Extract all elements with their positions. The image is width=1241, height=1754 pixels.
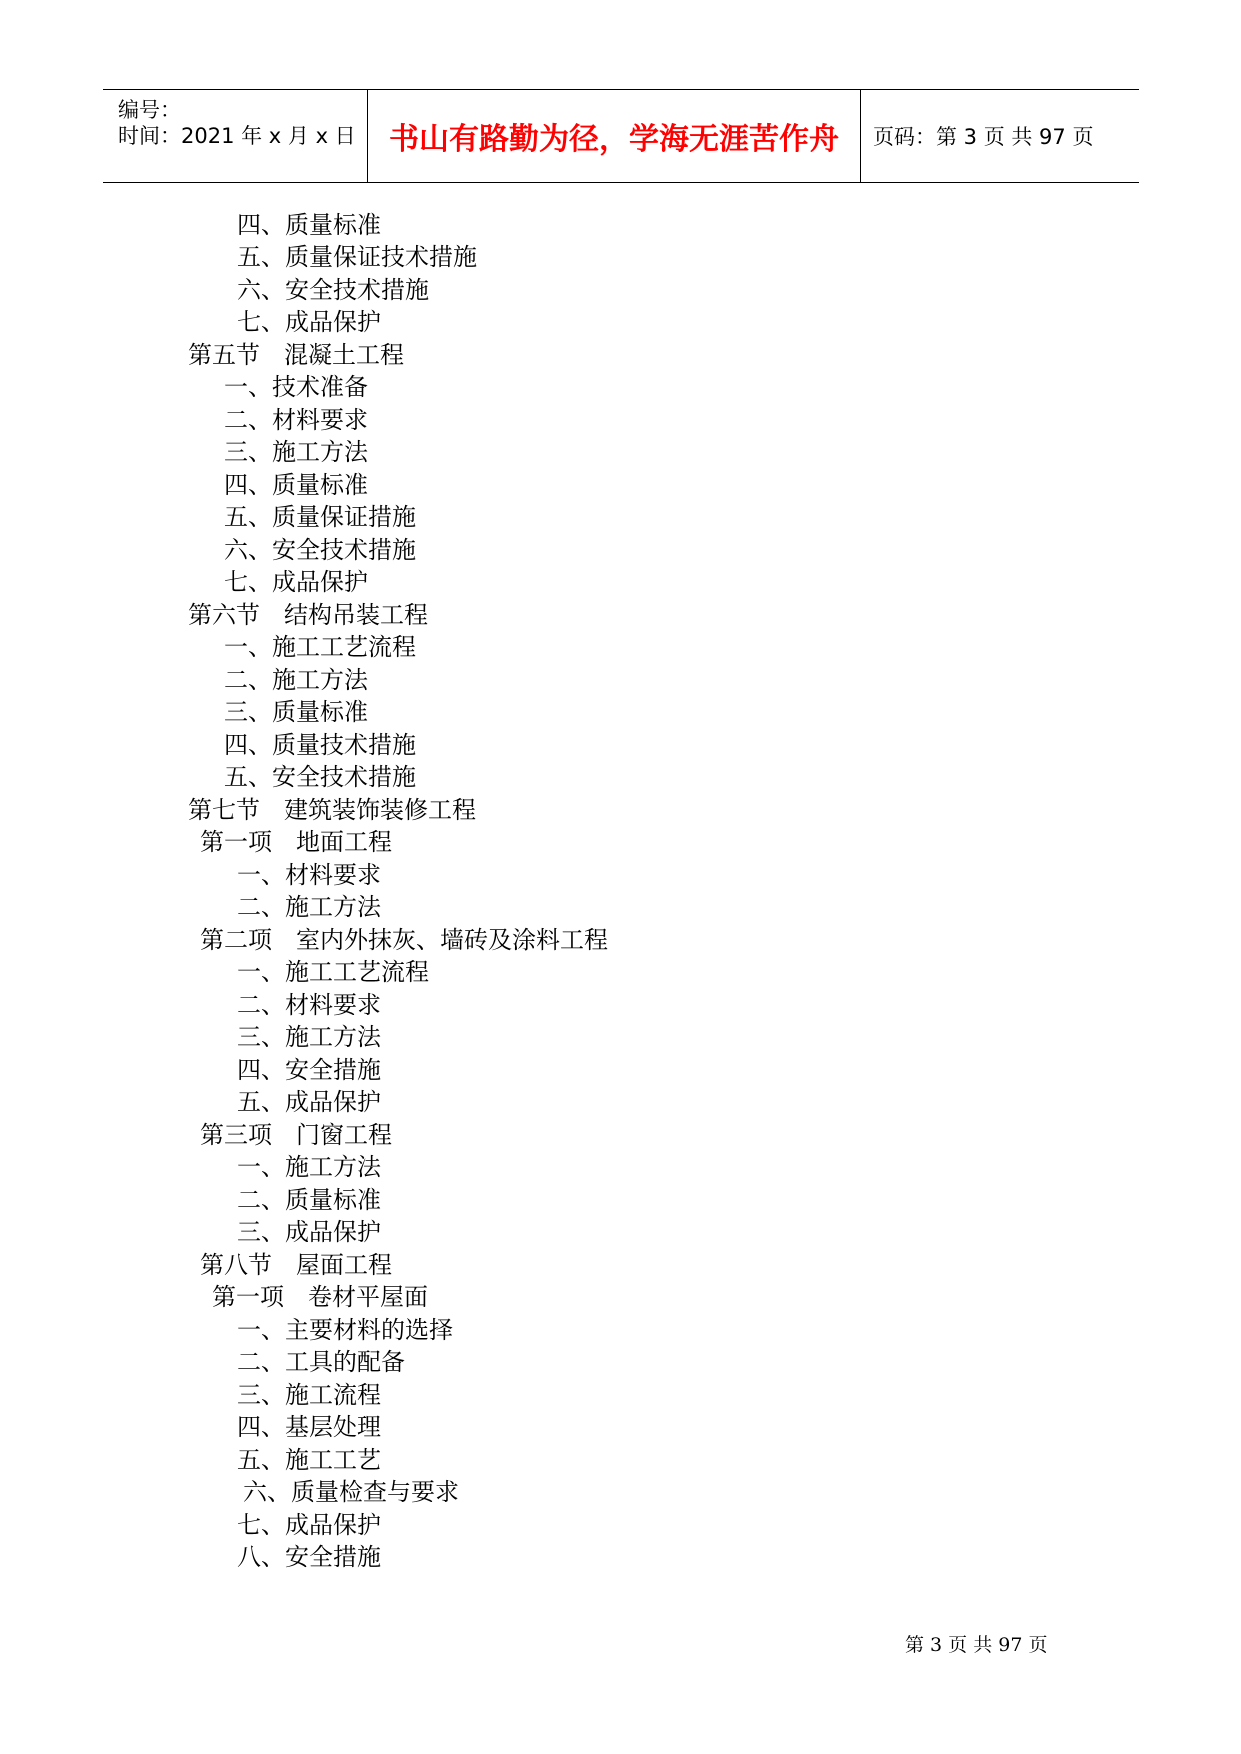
toc-section: 第七节 建筑装饰装修工程 [188, 796, 476, 824]
toc-item: 二、施工方法 [224, 666, 368, 694]
toc-item: 四、质量技术措施 [224, 731, 416, 759]
toc-subsection: 第一项 卷材平屋面 [212, 1283, 428, 1311]
toc-item: 四、基层处理 [237, 1413, 381, 1441]
toc-item: 二、施工方法 [237, 893, 381, 921]
toc-item: 三、施工方法 [224, 438, 368, 466]
toc-item: 六、安全技术措施 [224, 536, 416, 564]
toc-item: 二、工具的配备 [237, 1348, 405, 1376]
toc-subsection: 第二项 室内外抹灰、墙砖及涂料工程 [200, 926, 608, 954]
toc-item: 一、施工工艺流程 [237, 958, 429, 986]
toc-item: 六、质量检查与要求 [243, 1478, 459, 1506]
toc-item: 七、成品保护 [224, 568, 368, 596]
toc-subsection: 第一项 地面工程 [200, 828, 392, 856]
toc-item: 三、质量标准 [224, 698, 368, 726]
toc-item: 五、质量保证措施 [224, 503, 416, 531]
toc-item: 一、技术准备 [224, 373, 368, 401]
number-label: 编号： [118, 98, 181, 122]
toc-item: 四、质量标准 [224, 471, 368, 499]
toc-item: 一、材料要求 [237, 861, 381, 889]
toc-section: 第五节 混凝土工程 [188, 341, 404, 369]
page-header [103, 89, 1139, 183]
toc-item: 三、成品保护 [237, 1218, 381, 1246]
toc-item: 七、成品保护 [237, 308, 381, 336]
toc-item: 一、主要材料的选择 [237, 1316, 453, 1344]
time-label: 时间：2021 年 x 月 x 日 [118, 124, 356, 148]
toc-item: 八、安全措施 [237, 1543, 381, 1571]
toc-item: 二、材料要求 [224, 406, 368, 434]
toc-item: 四、质量标准 [237, 211, 381, 239]
toc-item: 五、施工工艺 [237, 1446, 381, 1474]
toc-item: 二、材料要求 [237, 991, 381, 1019]
page-footer: 第 3 页 共 97 页 [905, 1634, 1048, 1656]
toc-item: 一、施工方法 [237, 1153, 381, 1181]
toc-item: 七、成品保护 [237, 1511, 381, 1539]
header-page-label: 页码：第 3 页 共 97 页 [873, 125, 1094, 149]
toc-item: 一、施工工艺流程 [224, 633, 416, 661]
toc-item: 五、安全技术措施 [224, 763, 416, 791]
toc-item: 三、施工流程 [237, 1381, 381, 1409]
toc-section: 第六节 结构吊装工程 [188, 601, 428, 629]
toc-item: 五、成品保护 [237, 1088, 381, 1116]
toc-subsection: 第三项 门窗工程 [200, 1121, 392, 1149]
toc-item: 五、质量保证技术措施 [237, 243, 477, 271]
header-motto: 书山有路勤为径，学海无涯苦作舟 [368, 90, 861, 182]
toc-item: 二、质量标准 [237, 1186, 381, 1214]
toc-section: 第八节 屋面工程 [200, 1251, 392, 1279]
toc-item: 六、安全技术措施 [237, 276, 429, 304]
toc-item: 三、施工方法 [237, 1023, 381, 1051]
header-info-cell [103, 90, 368, 182]
toc-item: 四、安全措施 [237, 1056, 381, 1084]
